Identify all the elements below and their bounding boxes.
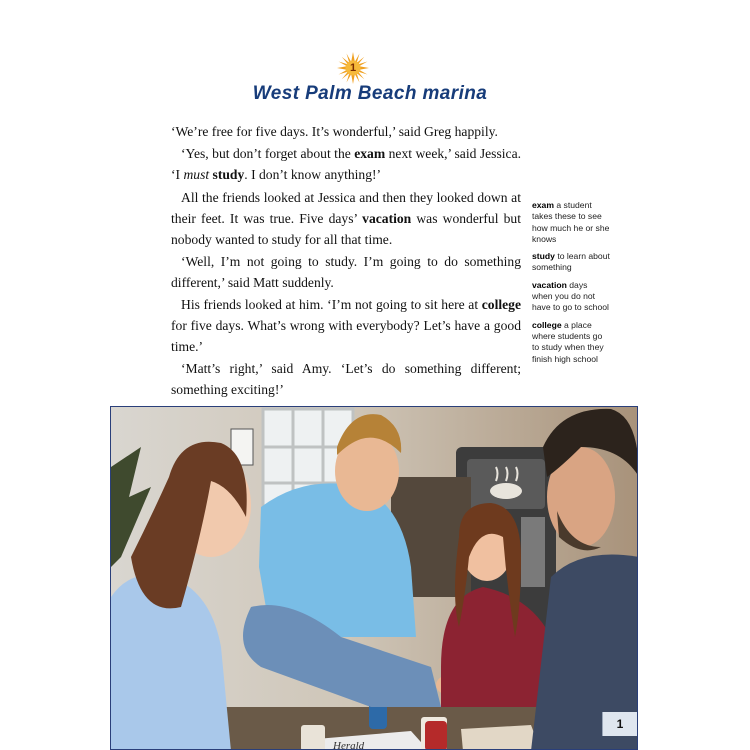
glossary-entry: [532, 320, 610, 365]
photo-students: [110, 406, 638, 750]
glossary-word: exam: [532, 200, 554, 210]
story-text: [171, 122, 521, 403]
chapter-number: 1: [349, 62, 357, 74]
glossary-term: exam: [354, 146, 386, 162]
story-run: . I don’t know anything!’: [244, 167, 382, 183]
glossary: [532, 200, 610, 371]
newspaper-masthead: Herald: [333, 740, 365, 750]
story-paragraph: [171, 144, 521, 186]
story-run: for five days. What’s wrong with everybody? Let’s have a good time.’: [171, 318, 521, 355]
story-run: ‘We’re free for five days. It’s wonderful,’ said Greg happily.: [171, 124, 498, 139]
glossary-term: college: [481, 297, 521, 313]
glossary-word: college: [532, 319, 562, 330]
story-paragraph: [171, 359, 521, 401]
glossary-entry: [532, 200, 610, 245]
glossary-term: study: [212, 167, 245, 183]
chapter-title: West Palm Beach marina: [252, 83, 488, 104]
glossary-word: vacation: [532, 279, 567, 290]
glossary-entry: [532, 280, 610, 314]
story-run: ‘Yes, but don’t forget about the: [181, 146, 355, 162]
glossary-definition: a student takes these to see how much he or she knows: [532, 200, 610, 244]
glossary-entry: [532, 251, 610, 274]
glossary-term: vacation: [362, 210, 412, 226]
glossary-definition: to learn about something: [532, 251, 610, 273]
page-number: 1: [602, 712, 637, 736]
glossary-word: study: [532, 251, 555, 262]
story-paragraph: [171, 252, 521, 294]
story-run: next week,’ said Jessica. ‘I: [171, 146, 521, 183]
story-run: was wonderful but nobody wanted to study for all that time.: [171, 210, 521, 247]
story-paragraph: [171, 295, 521, 358]
story-paragraph: [171, 122, 521, 143]
story-run: ‘Well, I’m not going to study. I’m going to do something different,’ said Matt suddenly.: [171, 253, 521, 290]
glossary-definition: days when you do not have to go to school: [532, 279, 609, 313]
glossary-definition: a place where students go to study when they finish high school: [532, 319, 604, 364]
story-run: must: [183, 167, 210, 183]
chapter-badge: [337, 52, 369, 84]
story-run: All the friends looked at Jessica and then they looked down at their feet. It was true. Five days’: [171, 189, 521, 226]
story-paragraph: [171, 188, 521, 251]
story-run: His friends looked at him. ‘I’m not going to sit here at: [181, 297, 482, 313]
story-run: ‘Matt’s right,’ said Amy. ‘Let’s do something different; something exciting!’: [171, 361, 521, 398]
